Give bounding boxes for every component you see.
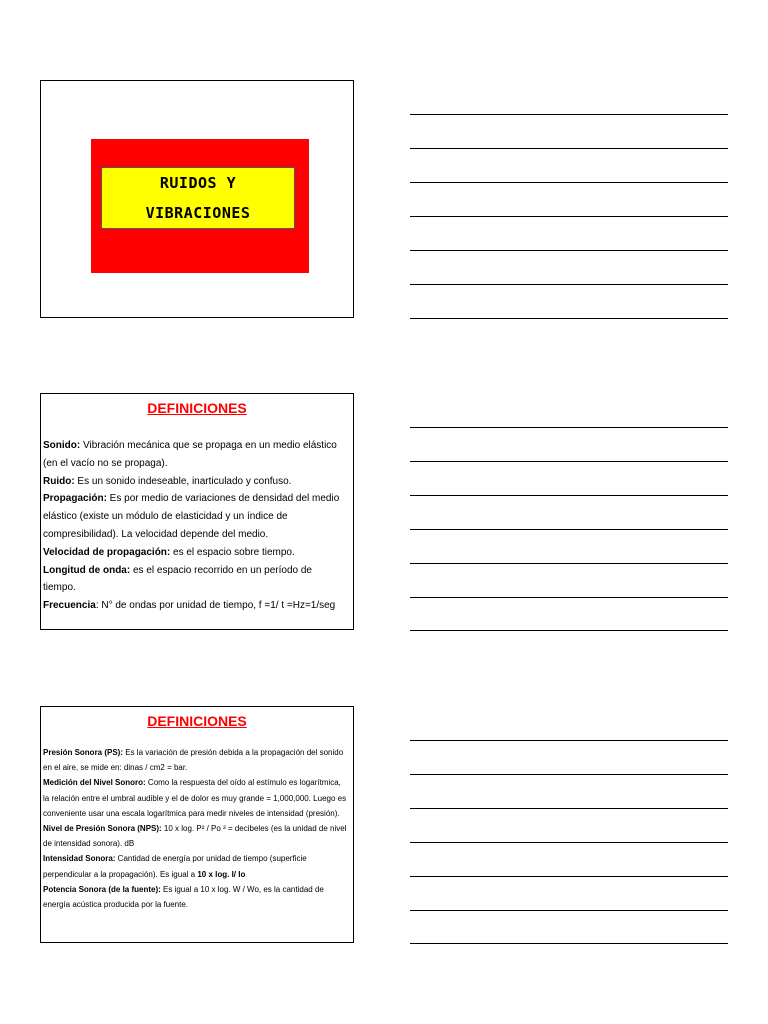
definition-text: Cantidad de energía por unidad de tiempo (superficie perpendicular a la propagación). Es igual a xyxy=(43,854,307,879)
definition-term: Frecuencia xyxy=(43,600,96,612)
note-line xyxy=(410,808,728,809)
definition-item xyxy=(43,775,347,821)
note-line xyxy=(410,461,728,462)
definition-text: Es la variación de presión debida a la propagación del sonido en el aire, se mide en: dinas / cm2 = bar. xyxy=(43,748,344,773)
definition-term: Potencia Sonora (de la fuente): xyxy=(43,884,161,894)
note-line xyxy=(410,182,728,183)
note-line xyxy=(410,284,728,285)
definition-item xyxy=(43,745,347,775)
definition-term: Medición del Nivel Sonoro: xyxy=(43,778,146,788)
note-line xyxy=(410,740,728,741)
note-line xyxy=(410,114,728,115)
definition-item xyxy=(43,473,347,491)
slide-definitions-2 xyxy=(40,706,354,943)
definition-term: Intensidad Sonora: xyxy=(43,854,116,864)
note-line xyxy=(410,563,728,564)
note-line xyxy=(410,842,728,843)
note-line xyxy=(410,495,728,496)
definition-term: Ruido: xyxy=(43,475,75,487)
definition-term: Longitud de onda: xyxy=(43,564,131,576)
definition-text: es el espacio recorrido en un período de tiempo. xyxy=(43,564,312,594)
definition-text: Como la respuesta del oído al estímulo es logarítmica, la relación entre el umbral audible y el de dolor es muy grande = 1,000,000. Luego es conveniente usar una escala logarítmica para medir niveles de intensidad (presión). xyxy=(43,778,347,818)
definition-text: Es por medio de variaciones de densidad del medio elástico (existe un módulo de elasticidad y un índice de compresibilidad). La velocidad depende del medio. xyxy=(43,493,340,540)
definition-term: Sonido: xyxy=(43,440,81,451)
title-red-frame xyxy=(91,139,309,273)
definition-text: 10 x log. P² / Po ² = decibeles (es la unidad de nivel de intensidad sonora). dB xyxy=(43,824,347,849)
note-line xyxy=(410,216,728,217)
definition-item xyxy=(43,821,347,851)
definition-term: Nivel de Presión Sonora (NPS): xyxy=(43,824,162,834)
definition-text: es el espacio sobre tiempo. xyxy=(170,546,295,558)
definition-text: Es un sonido indeseable, inarticulado y confuso. xyxy=(74,475,292,487)
definition-item xyxy=(43,882,347,912)
note-line xyxy=(410,597,728,598)
definition-item xyxy=(43,562,347,598)
slide-heading: DEFINICIONES xyxy=(147,713,247,729)
slide-definitions-1 xyxy=(40,393,354,630)
note-line xyxy=(410,774,728,775)
note-line xyxy=(410,630,728,631)
note-line xyxy=(410,250,728,251)
definition-term: Velocidad de propagación: xyxy=(43,546,171,558)
note-line xyxy=(410,943,728,944)
definition-item xyxy=(43,544,347,562)
definitions-list xyxy=(43,745,347,912)
title-line-1: RUIDOS Y xyxy=(159,174,237,192)
slide-title xyxy=(40,80,354,318)
definition-text: : N° de ondas por unidad de tiempo, f =1/ t =Hz=1/seg xyxy=(95,600,336,612)
definition-text: Es igual a 10 x log. W / Wo, es la cantidad de energía acústica producida por la fuente. xyxy=(43,884,324,910)
definition-item xyxy=(43,851,347,881)
definition-item xyxy=(43,437,347,473)
slide-heading: DEFINICIONES xyxy=(147,400,247,416)
note-line xyxy=(410,148,728,149)
definition-text: Vibración mecánica que se propaga en un medio elástico (en el vacío no se propaga). xyxy=(43,440,337,469)
definition-term: Presión Sonora (PS): xyxy=(43,748,124,757)
definition-formula: 10 x log. I/ Io xyxy=(197,869,246,879)
definition-term: Propagación: xyxy=(43,493,107,505)
note-line xyxy=(410,427,728,428)
title-line-2: VIBRACIONES xyxy=(145,204,251,222)
note-line xyxy=(410,318,728,319)
note-line xyxy=(410,910,728,911)
note-line xyxy=(410,529,728,530)
note-line xyxy=(410,876,728,877)
definition-item xyxy=(43,597,347,615)
title-yellow-box xyxy=(101,167,295,229)
definitions-list xyxy=(43,437,347,615)
definition-item xyxy=(43,490,347,543)
